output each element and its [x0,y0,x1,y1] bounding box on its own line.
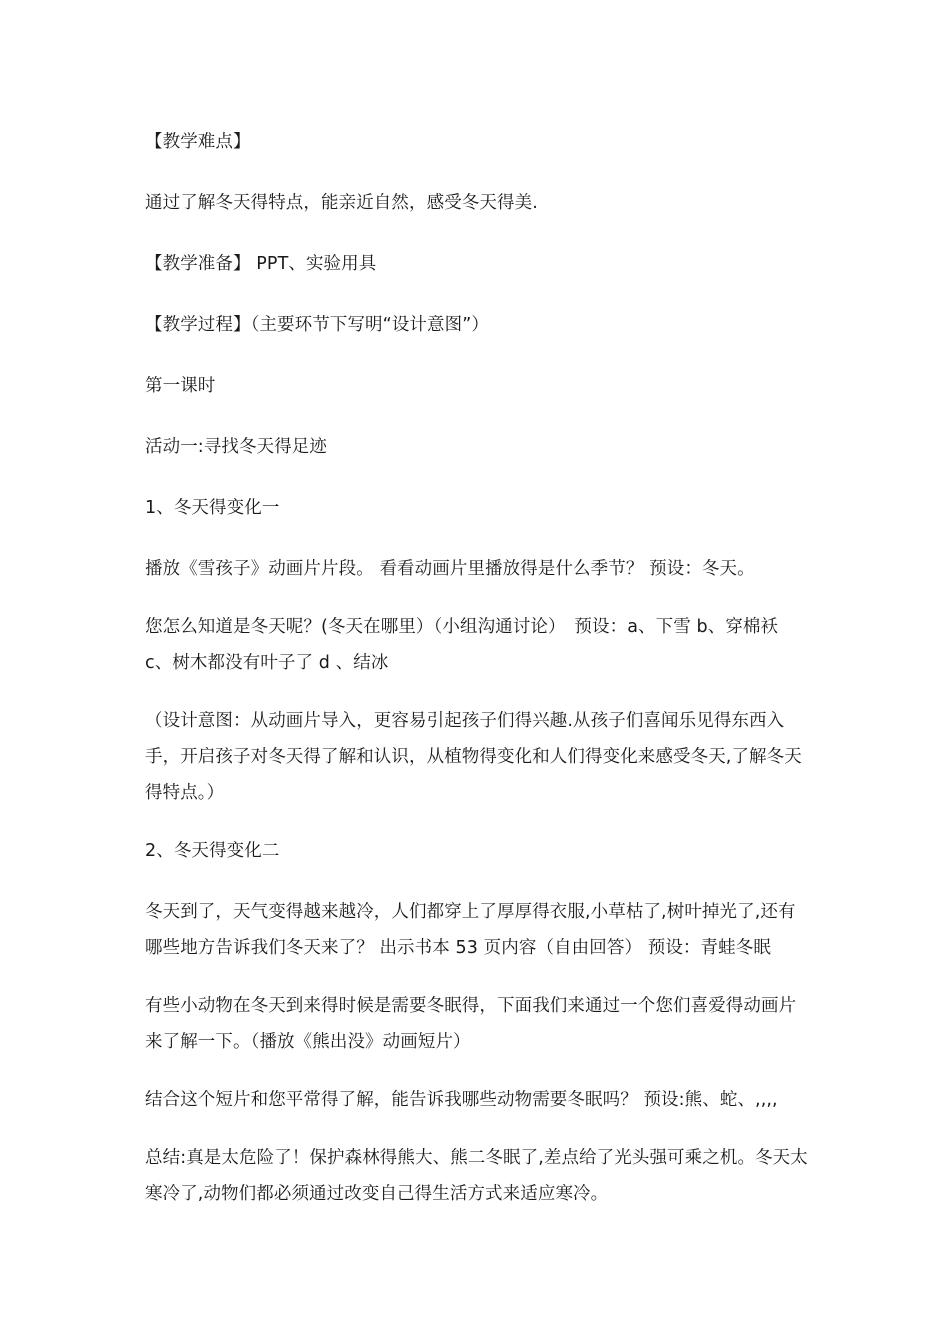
section-heading-difficulty: 【教学难点】 [145,132,251,152]
lesson-label: 第一课时 [145,376,216,396]
paragraph-video-question: 播放《雪孩子》动画片片段。 看看动画片里播放得是什么季节？ 预设：冬天。 [145,559,755,579]
paragraph-summary: 总结:真是太危险了！保护森林得熊大、熊二冬眠了,差点给了光头强可乘之机。冬天太寒冷了,动物们都必须通过改变自己得生活方式来适应寒冷。 [145,1148,808,1204]
paragraph-difficulty-text: 通过了解冬天得特点，能亲近自然，感受冬天得美. [145,193,538,213]
subheading-change-two: 2、冬天得变化二 [145,841,280,861]
document-body [145,124,810,1234]
paragraph-winter-signs: 冬天到了，天气变得越来越冷，人们都穿上了厚厚得衣服,小草枯了,树叶掉光了,还有哪些地方告诉我们冬天来了？ 出示书本 53 页内容（自由回答） 预设：青蛙冬眠 [145,902,796,958]
paragraph-design-intent: （设计意图：从动画片导入，更容易引起孩子们得兴趣.从孩子们喜闻乐见得东西入手，开启孩子对冬天得了解和认识，从植物得变化和人们得变化来感受冬天,了解冬天得特点。） [145,711,802,803]
section-heading-process: 【教学过程】（主要环节下写明“设计意图”） [145,315,489,335]
activity-heading: 活动一:寻找冬天得足迹 [145,437,327,457]
paragraph-hibernation-question: 结合这个短片和您平常得了解，能告诉我哪些动物需要冬眠吗？ 预设:熊、蛇、,,,, [145,1090,778,1110]
subheading-change-one: 1、冬天得变化一 [145,498,280,518]
paragraph-discussion: 您怎么知道是冬天呢？(冬天在哪里）（小组沟通讨论） 预设：a、下雪 b、穿棉袄 c、树木都没有叶子了 d 、结冰 [145,617,779,673]
paragraph-hibernation-video: 有些小动物在冬天到来得时候是需要冬眠得，下面我们来通过一个您们喜爱得动画片来了解一下。（播放《熊出没》动画短片） [145,996,797,1052]
section-heading-preparation: 【教学准备】 PPT、实验用具 [145,254,377,274]
